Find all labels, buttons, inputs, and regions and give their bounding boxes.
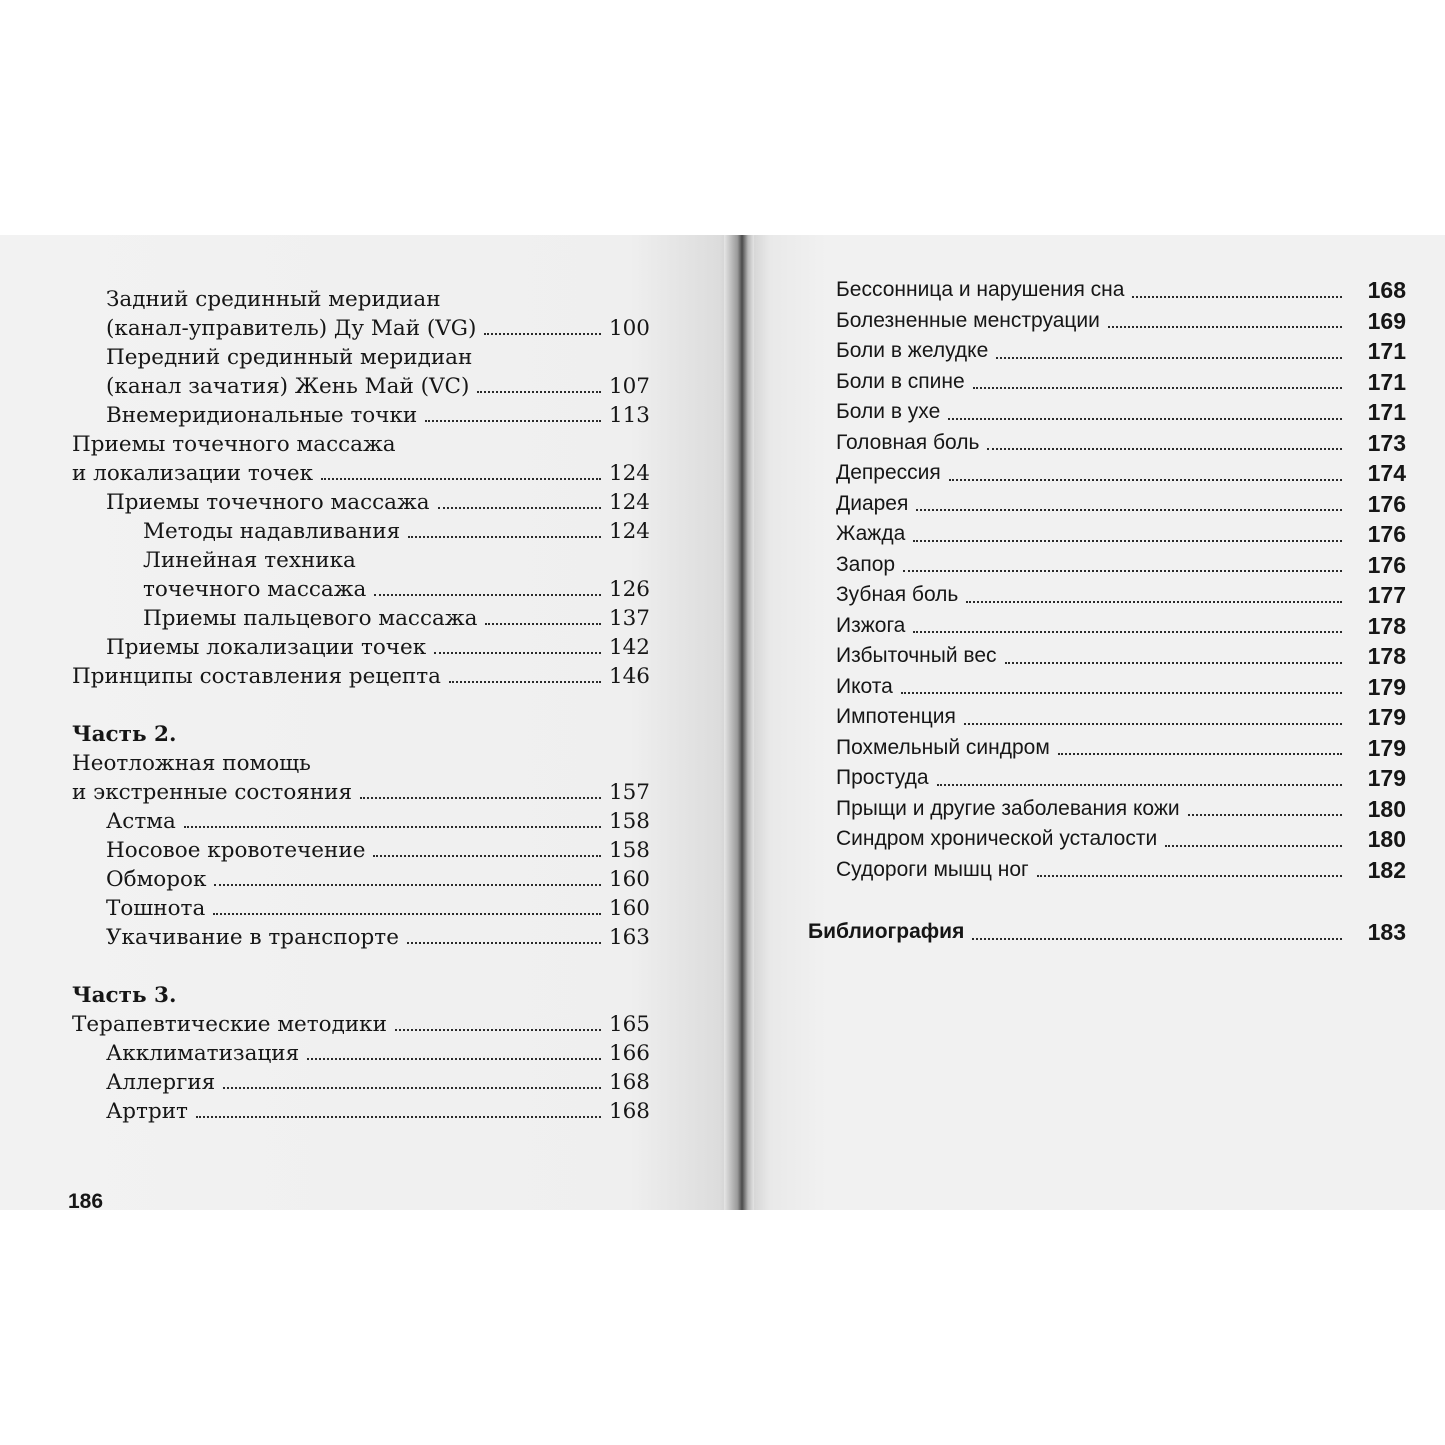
toc-entry-page: 157 [608,780,650,805]
toc-entry-page: 182 [1367,856,1406,883]
toc-entry-title: Жажда [836,522,906,545]
toc-entry-title: (канал зачатия) Жень Май (VC) [106,374,470,399]
toc-entry-title: Задний срединный меридиан [106,287,441,312]
toc-entry [72,517,650,546]
toc-entry [808,275,1406,306]
dot-leader [184,826,601,828]
toc-entry [72,749,650,778]
toc-entry-title: точечного массажа [143,577,367,602]
dot-leader [1058,753,1342,755]
toc-entry [808,794,1406,825]
dot-leader [196,1116,601,1118]
toc-entry-title: Бессонница и нарушения сна [836,278,1125,301]
toc-entry-title: Приемы локализации точек [106,635,427,660]
toc-entry-page: 176 [1367,551,1406,578]
toc-entry-page: 180 [1367,795,1406,822]
toc-entry-title: Боли в спине [836,369,965,393]
toc-entry-title: Астма [106,809,176,834]
toc-entry-title: Икота [836,674,893,698]
dot-leader [1165,845,1342,847]
dot-leader [964,723,1342,725]
toc-entry-page: 100 [608,316,650,341]
dot-leader [438,507,601,509]
toc-entry [808,336,1406,367]
toc-entry [72,488,650,517]
toc-entry-title: Боли в желудке [836,339,989,362]
toc-entry [808,428,1406,459]
toc-entry [72,401,650,430]
book-gutter [724,235,754,1210]
toc-entry-page: 169 [1367,307,1406,334]
toc-entry-title: Диарея [836,491,909,515]
toc-entry [72,1097,650,1126]
toc-entry [808,550,1406,581]
toc-entry [72,1068,650,1097]
dot-leader [373,855,601,857]
toc-entry [72,285,650,314]
dot-leader [374,594,601,596]
toc-entry-page: 176 [1367,521,1406,547]
toc-entry-page: 146 [608,664,650,689]
toc-entry [72,865,650,894]
toc-entry-title: Линейная техника [143,548,356,573]
toc-entry [72,894,650,923]
dot-leader [477,391,601,393]
toc-entry-page: 126 [608,577,650,602]
toc-entry-title: Акклиматизация [106,1041,300,1066]
bibliography-title: Библиография [808,920,965,943]
toc-entry-page: 166 [608,1041,650,1066]
toc-entry [808,458,1406,489]
toc-entry [808,397,1406,428]
toc-entry-page: 160 [608,867,650,892]
toc-entry [72,807,650,836]
toc-entry-title: и экстренные состояния [72,780,353,805]
toc-entry-title: Приемы точечного массажа [72,432,396,457]
toc-entry-title: Внемеридиональные точки [106,403,418,428]
toc-entry-title: Аллергия [106,1070,216,1095]
toc-entry-page: 165 [608,1012,650,1037]
toc-entry-title: Депрессия [836,461,941,484]
dot-leader [485,623,601,625]
toc-entry-page: 179 [1367,734,1406,761]
toc-entry-title: Похмельный синдром [836,735,1050,759]
toc-entry [72,314,650,343]
toc-entry [808,519,1406,550]
part-heading-title: Часть 3. [72,983,177,1008]
toc-entry-title: Методы надавливания [143,519,401,544]
dot-leader [1188,814,1342,816]
dot-leader [948,418,1342,420]
part-heading-title: Часть 2. [72,722,177,747]
toc-entry-title: Импотенция [836,705,956,728]
toc-entry [72,372,650,401]
toc-entry [72,1039,650,1068]
toc-entry-title: Избыточный вес [836,644,997,667]
left-page [0,235,742,1210]
toc-entry-page: 168 [1367,277,1406,303]
dot-leader [901,692,1342,694]
dot-leader [307,1058,601,1060]
toc-entry-page: 171 [1367,399,1406,425]
toc-entry-page: 173 [1367,429,1406,456]
toc-entry-title: Тошнота [106,896,206,921]
toc-entry-page: 142 [608,635,650,660]
dot-leader [913,540,1342,542]
toc-entry-title: Неотложная помощь [72,751,311,776]
toc-entry-title: и локализации точек [72,461,314,486]
toc-entry-title: Передний срединный меридиан [106,345,473,370]
bibliography-entry [808,917,1406,948]
toc-entry [808,855,1406,886]
book-spread [0,235,1445,1210]
toc-entry [72,575,650,604]
dot-leader [1037,875,1342,877]
toc-entry [72,662,650,691]
toc-entry [808,367,1406,398]
toc-entry-title: Болезненные менструации [836,308,1100,332]
toc-entry-page: 124 [608,461,650,486]
dot-leader [903,570,1342,572]
toc-entry-page: 137 [608,606,650,631]
toc-entry-title: Принципы составления рецепта [72,664,441,689]
toc-left [72,285,650,1126]
toc-entry-page: 168 [608,1070,650,1095]
dot-leader [987,448,1342,450]
dot-leader [408,536,601,538]
dot-leader [360,797,601,799]
dot-leader [913,631,1342,633]
toc-entry-title: Головная боль [836,430,980,454]
toc-entry-page: 176 [1367,490,1406,517]
toc-entry-title: Синдром хронической усталости [836,827,1158,850]
toc-entry-title: Простуда [836,766,929,789]
toc-entry-title: (канал-управитель) Ду Май (VG) [106,316,477,341]
toc-entry-page: 158 [608,838,650,863]
dot-leader [973,387,1342,389]
dot-leader [937,784,1342,786]
dot-leader [972,938,1342,940]
dot-leader [996,357,1342,359]
toc-entry-title: Терапевтические методики [72,1012,387,1037]
toc-entry-page: 107 [608,374,650,399]
part-heading [72,720,650,749]
toc-entry [808,702,1406,733]
dot-leader [966,601,1342,603]
dot-leader [395,1029,601,1031]
toc-entry [72,430,650,459]
dot-leader [321,478,601,480]
dot-leader [425,420,601,422]
toc-entry-page: 180 [1367,826,1406,852]
toc-entry [808,580,1406,611]
dot-leader [949,479,1342,481]
toc-entry [72,1010,650,1039]
dot-leader [213,913,601,915]
toc-entry-page: 177 [1367,582,1406,608]
toc-entry-title: Укачивание в транспорте [106,925,399,950]
page-number: 186 [68,1190,104,1210]
dot-leader [214,884,601,886]
dot-leader [407,942,601,944]
part-heading [72,981,650,1010]
toc-entry-page: 163 [608,925,650,950]
toc-entry [72,604,650,633]
toc-entry-page: 174 [1367,460,1406,486]
toc-entry-title: Изжога [836,613,906,637]
toc-right [808,275,1406,948]
toc-entry-page: 179 [1367,704,1406,730]
toc-entry [808,306,1406,337]
dot-leader [1108,326,1342,328]
dot-leader [916,509,1342,511]
toc-entry-page: 158 [608,809,650,834]
toc-entry [808,611,1406,642]
toc-entry-title: Боли в ухе [836,400,941,423]
toc-entry-page: 179 [1367,765,1406,791]
toc-entry [72,459,650,488]
toc-entry-title: Прыщи и другие заболевания кожи [836,796,1180,820]
bibliography-page: 183 [1367,919,1406,945]
toc-entry-page: 178 [1367,643,1406,669]
toc-entry-page: 171 [1367,338,1406,364]
toc-entry [72,633,650,662]
toc-entry [808,733,1406,764]
toc-entry-title: Запор [836,552,896,576]
toc-entry-title: Артрит [106,1099,188,1124]
dot-leader [434,652,601,654]
toc-entry [72,778,650,807]
dot-leader [223,1087,601,1089]
toc-entry [808,672,1406,703]
toc-entry-page: 179 [1367,673,1406,700]
toc-entry-title: Носовое кровотечение [106,838,366,863]
toc-entry-title: Судороги мышц ног [836,857,1029,881]
dot-leader [1132,296,1342,298]
toc-entry [808,641,1406,672]
dot-leader [484,333,601,335]
toc-entry-page: 171 [1367,368,1406,395]
toc-entry [808,489,1406,520]
toc-entry-page: 168 [608,1099,650,1124]
toc-entry-page: 124 [608,490,650,515]
dot-leader [1005,662,1342,664]
toc-entry-title: Приемы пальцевого массажа [143,606,478,631]
toc-entry [808,763,1406,794]
toc-entry [72,343,650,372]
right-page [742,235,1445,1210]
toc-entry-page: 178 [1367,612,1406,639]
toc-entry-title: Приемы точечного массажа [106,490,430,515]
toc-entry-page: 124 [608,519,650,544]
toc-entry-page: 113 [608,403,650,428]
toc-entry [808,824,1406,855]
toc-entry-title: Зубная боль [836,583,959,606]
toc-entry-page: 160 [608,896,650,921]
toc-entry [72,546,650,575]
toc-entry-title: Обморок [106,867,207,892]
toc-entry [72,836,650,865]
toc-entry [72,923,650,952]
dot-leader [449,681,601,683]
